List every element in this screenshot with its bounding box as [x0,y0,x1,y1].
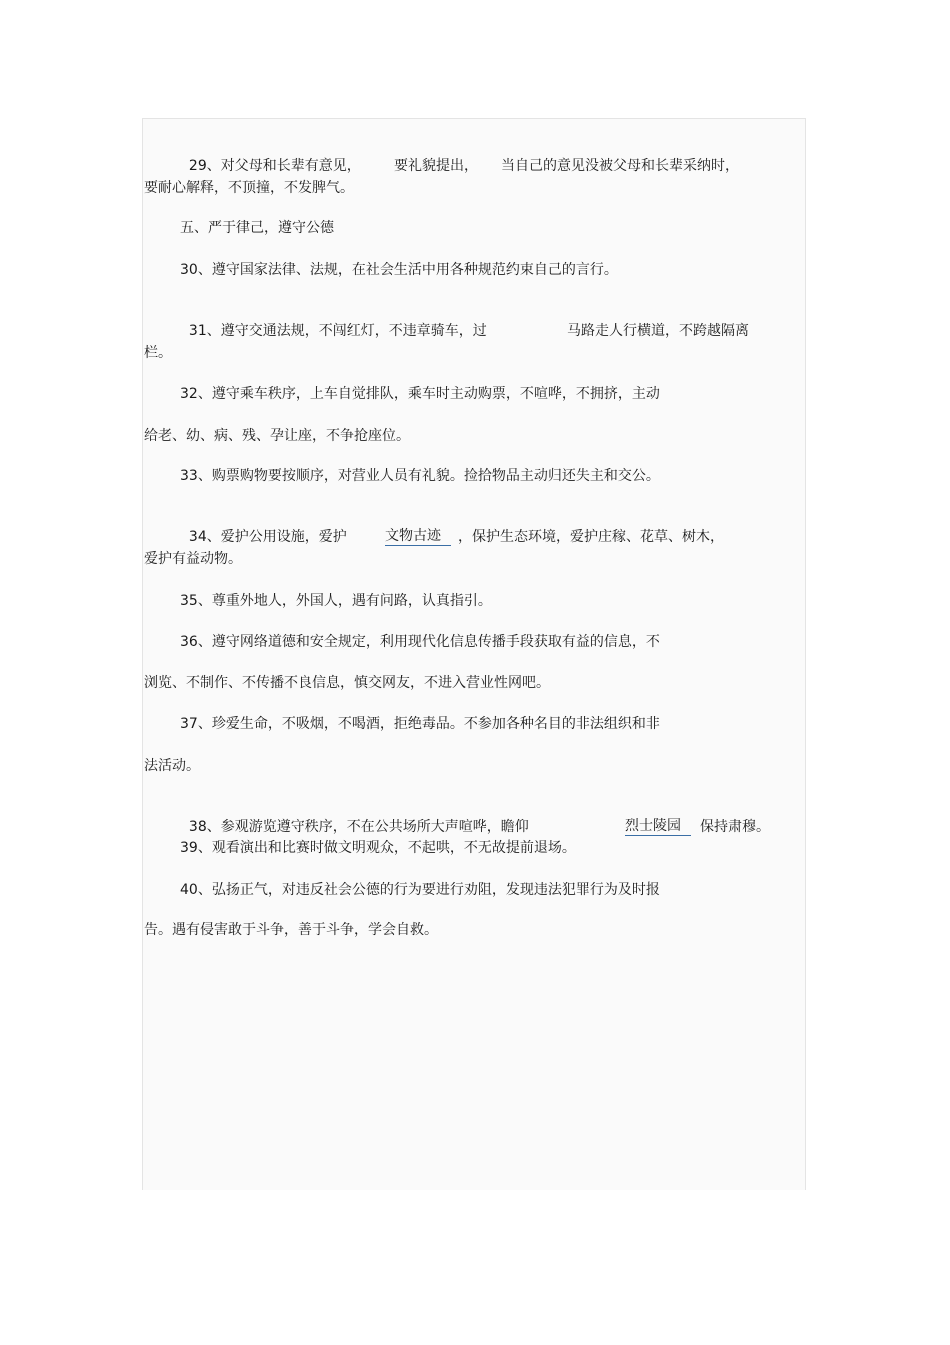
text-segment: 31、遵守交通法规，不闯红灯，不违章骑车，过 [188,323,487,339]
paragraph-29 [180,136,739,176]
text-segment: 34、爱护公用设施，爱护 [188,529,347,545]
paragraph-39: 39、观看演出和比赛时做文明观众，不起哄，不无故提前退场。 [180,840,576,856]
paragraph-31 [180,301,749,341]
text-segment: ，保护生态环境，爱护庄稼、花草、树木， [458,529,724,545]
paragraph-29-cont: 要耐心解释，不顶撞，不发脾气。 [144,180,354,196]
text-segment: 要礼貌提出， [394,158,478,174]
paragraph-30: 30、遵守国家法律、法规，在社会生活中用各种规范约束自己的言行。 [180,262,618,278]
paragraph-38 [180,797,770,837]
text-segment: 保持肃穆。 [700,819,770,835]
paragraph-36-cont: 浏览、不制作、不传播不良信息，慎交网友，不进入营业性网吧。 [144,675,550,691]
text-segment: 38、参观游览遵守秩序，不在公共场所大声喧哗，瞻仰 [188,819,529,835]
paragraph-37: 37、珍爱生命，不吸烟，不喝酒，拒绝毒品。不参加各种名目的非法组织和非 [180,716,660,732]
underlined-term: 烈士陵园 [625,817,691,836]
paragraph-40: 40、弘扬正气，对违反社会公德的行为要进行劝阻，发现违法犯罪行为及时报 [180,882,660,898]
section-heading: 五、严于律己，遵守公德 [180,220,334,236]
paragraph-40-cont: 告。遇有侵害敢于斗争，善于斗争，学会自救。 [144,922,438,938]
paragraph-32-cont: 给老、幼、病、残、孕让座，不争抢座位。 [144,428,410,444]
text-segment: 当自己的意见没被父母和长辈采纳时， [501,158,739,174]
paragraph-35: 35、尊重外地人，外国人，遇有问路，认真指引。 [180,593,492,609]
text-segment: 马路走人行横道，不跨越隔离 [567,323,749,339]
paragraph-34-cont: 爱护有益动物。 [144,551,242,567]
paragraph-33: 33、购票购物要按顺序，对营业人员有礼貌。捡拾物品主动归还失主和交公。 [180,468,660,484]
paragraph-34 [180,507,724,547]
paragraph-31-cont: 栏。 [144,345,172,361]
text-segment: 29、对父母和长辈有意见， [188,158,361,174]
paragraph-37-cont: 法活动。 [144,758,200,774]
paragraph-36: 36、遵守网络道德和安全规定，利用现代化信息传播手段获取有益的信息，不 [180,634,660,650]
underlined-term: 文物古迹 [385,527,451,546]
paragraph-32: 32、遵守乘车秩序，上车自觉排队，乘车时主动购票，不喧哗，不拥挤，主动 [180,386,660,402]
